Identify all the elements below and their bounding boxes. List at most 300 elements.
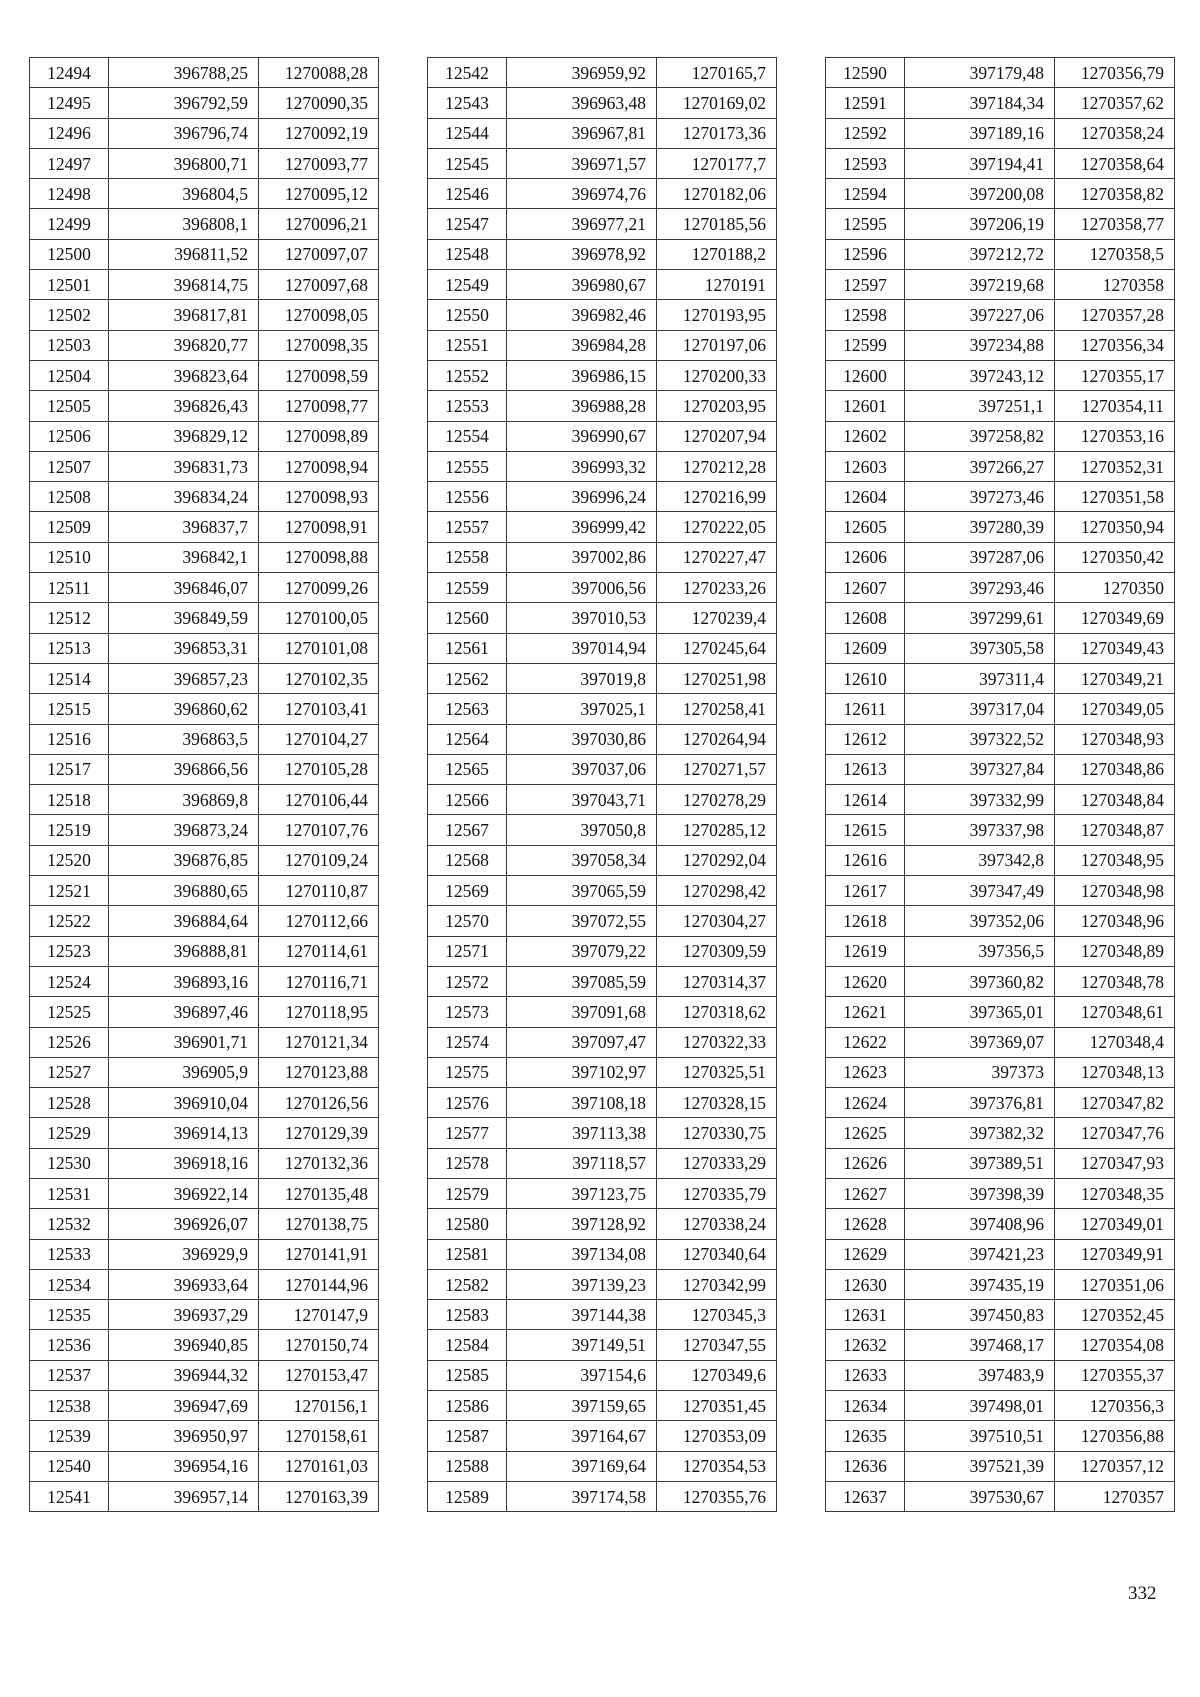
table-row xyxy=(428,330,777,360)
point-number-cell: 12627 xyxy=(826,1178,905,1208)
y-coordinate-cell: 1270356,3 xyxy=(1055,1391,1175,1421)
x-coordinate-cell: 397356,5 xyxy=(905,936,1055,966)
point-number-cell: 12535 xyxy=(30,1300,109,1330)
point-number-cell: 12507 xyxy=(30,451,109,481)
table-row xyxy=(428,785,777,815)
y-coordinate-cell: 1270357,62 xyxy=(1055,88,1175,118)
point-number-cell: 12610 xyxy=(826,663,905,693)
x-coordinate-cell: 397483,9 xyxy=(905,1360,1055,1390)
table-row xyxy=(428,179,777,209)
y-coordinate-cell: 1270358,77 xyxy=(1055,209,1175,239)
y-coordinate-cell: 1270355,37 xyxy=(1055,1360,1175,1390)
table-row xyxy=(826,391,1175,421)
y-coordinate-cell: 1270098,59 xyxy=(259,360,379,390)
point-number-cell: 12624 xyxy=(826,1088,905,1118)
table-row xyxy=(826,1027,1175,1057)
y-coordinate-cell: 1270092,19 xyxy=(259,118,379,148)
y-coordinate-cell: 1270333,29 xyxy=(657,1148,777,1178)
y-coordinate-cell: 1270153,47 xyxy=(259,1360,379,1390)
x-coordinate-cell: 397369,07 xyxy=(905,1027,1055,1057)
table-row xyxy=(428,663,777,693)
y-coordinate-cell: 1270107,76 xyxy=(259,815,379,845)
table-row xyxy=(30,451,379,481)
x-coordinate-cell: 396834,24 xyxy=(109,482,259,512)
y-coordinate-cell: 1270212,28 xyxy=(657,451,777,481)
y-coordinate-cell: 1270138,75 xyxy=(259,1209,379,1239)
y-coordinate-cell: 1270161,03 xyxy=(259,1451,379,1481)
point-number-cell: 12528 xyxy=(30,1088,109,1118)
point-number-cell: 12526 xyxy=(30,1027,109,1057)
x-coordinate-cell: 397382,32 xyxy=(905,1118,1055,1148)
coordinates-table-3 xyxy=(825,57,1175,1512)
x-coordinate-cell: 397251,1 xyxy=(905,391,1055,421)
point-number-cell: 12552 xyxy=(428,360,507,390)
table-row xyxy=(30,1148,379,1178)
point-number-cell: 12618 xyxy=(826,906,905,936)
x-coordinate-cell: 397139,23 xyxy=(507,1269,657,1299)
x-coordinate-cell: 397342,8 xyxy=(905,845,1055,875)
table-row xyxy=(30,148,379,178)
x-coordinate-cell: 397258,82 xyxy=(905,421,1055,451)
table-row xyxy=(826,1178,1175,1208)
y-coordinate-cell: 1270349,6 xyxy=(657,1360,777,1390)
y-coordinate-cell: 1270158,61 xyxy=(259,1421,379,1451)
point-number-cell: 12527 xyxy=(30,1057,109,1087)
y-coordinate-cell: 1270222,05 xyxy=(657,512,777,542)
x-coordinate-cell: 397365,01 xyxy=(905,997,1055,1027)
point-number-cell: 12499 xyxy=(30,209,109,239)
table-row xyxy=(826,58,1175,88)
point-number-cell: 12634 xyxy=(826,1391,905,1421)
x-coordinate-cell: 397072,55 xyxy=(507,906,657,936)
table-row xyxy=(826,936,1175,966)
x-coordinate-cell: 396963,48 xyxy=(507,88,657,118)
x-coordinate-cell: 396959,92 xyxy=(507,58,657,88)
table-row xyxy=(826,1481,1175,1511)
y-coordinate-cell: 1270349,01 xyxy=(1055,1209,1175,1239)
x-coordinate-cell: 396996,24 xyxy=(507,482,657,512)
point-number-cell: 12587 xyxy=(428,1421,507,1451)
point-number-cell: 12611 xyxy=(826,694,905,724)
table-row xyxy=(826,1269,1175,1299)
y-coordinate-cell: 1270102,35 xyxy=(259,663,379,693)
table-row xyxy=(826,270,1175,300)
y-coordinate-cell: 1270245,64 xyxy=(657,633,777,663)
point-number-cell: 12572 xyxy=(428,966,507,996)
x-coordinate-cell: 397421,23 xyxy=(905,1239,1055,1269)
y-coordinate-cell: 1270358,5 xyxy=(1055,239,1175,269)
y-coordinate-cell: 1270097,68 xyxy=(259,270,379,300)
x-coordinate-cell: 397212,72 xyxy=(905,239,1055,269)
table-row xyxy=(428,1118,777,1148)
point-number-cell: 12603 xyxy=(826,451,905,481)
table-row xyxy=(428,1451,777,1481)
point-number-cell: 12556 xyxy=(428,482,507,512)
x-coordinate-cell: 397332,99 xyxy=(905,785,1055,815)
table-row xyxy=(428,754,777,784)
table-row xyxy=(428,209,777,239)
point-number-cell: 12616 xyxy=(826,845,905,875)
y-coordinate-cell: 1270351,06 xyxy=(1055,1269,1175,1299)
table-row xyxy=(30,1057,379,1087)
x-coordinate-cell: 396808,1 xyxy=(109,209,259,239)
table-row xyxy=(826,512,1175,542)
x-coordinate-cell: 397322,52 xyxy=(905,724,1055,754)
table-row xyxy=(428,845,777,875)
table-row xyxy=(30,179,379,209)
table-row xyxy=(428,391,777,421)
y-coordinate-cell: 1270348,35 xyxy=(1055,1178,1175,1208)
table-row xyxy=(428,1421,777,1451)
table-row xyxy=(826,573,1175,603)
x-coordinate-cell: 396990,67 xyxy=(507,421,657,451)
point-number-cell: 12592 xyxy=(826,118,905,148)
point-number-cell: 12537 xyxy=(30,1360,109,1390)
point-number-cell: 12542 xyxy=(428,58,507,88)
y-coordinate-cell: 1270165,7 xyxy=(657,58,777,88)
y-coordinate-cell: 1270358 xyxy=(1055,270,1175,300)
table-row xyxy=(826,724,1175,754)
y-coordinate-cell: 1270355,76 xyxy=(657,1481,777,1511)
x-coordinate-cell: 397043,71 xyxy=(507,785,657,815)
point-number-cell: 12505 xyxy=(30,391,109,421)
point-number-cell: 12554 xyxy=(428,421,507,451)
point-number-cell: 12555 xyxy=(428,451,507,481)
y-coordinate-cell: 1270348,96 xyxy=(1055,906,1175,936)
table-row xyxy=(826,663,1175,693)
table-row xyxy=(826,148,1175,178)
point-number-cell: 12621 xyxy=(826,997,905,1027)
point-number-cell: 12519 xyxy=(30,815,109,845)
point-number-cell: 12576 xyxy=(428,1088,507,1118)
y-coordinate-cell: 1270340,64 xyxy=(657,1239,777,1269)
table-row xyxy=(30,1391,379,1421)
point-number-cell: 12525 xyxy=(30,997,109,1027)
x-coordinate-cell: 397200,08 xyxy=(905,179,1055,209)
x-coordinate-cell: 396817,81 xyxy=(109,300,259,330)
x-coordinate-cell: 397360,82 xyxy=(905,966,1055,996)
table-row xyxy=(428,58,777,88)
point-number-cell: 12510 xyxy=(30,542,109,572)
y-coordinate-cell: 1270351,45 xyxy=(657,1391,777,1421)
x-coordinate-cell: 397408,96 xyxy=(905,1209,1055,1239)
x-coordinate-cell: 397149,51 xyxy=(507,1330,657,1360)
table-row xyxy=(826,966,1175,996)
point-number-cell: 12549 xyxy=(428,270,507,300)
x-coordinate-cell: 396971,57 xyxy=(507,148,657,178)
y-coordinate-cell: 1270203,95 xyxy=(657,391,777,421)
x-coordinate-cell: 397091,68 xyxy=(507,997,657,1027)
table-row xyxy=(30,58,379,88)
y-coordinate-cell: 1270098,77 xyxy=(259,391,379,421)
y-coordinate-cell: 1270098,88 xyxy=(259,542,379,572)
y-coordinate-cell: 1270239,4 xyxy=(657,603,777,633)
point-number-cell: 12571 xyxy=(428,936,507,966)
x-coordinate-cell: 397243,12 xyxy=(905,360,1055,390)
point-number-cell: 12613 xyxy=(826,754,905,784)
table-row xyxy=(826,330,1175,360)
y-coordinate-cell: 1270304,27 xyxy=(657,906,777,936)
y-coordinate-cell: 1270098,93 xyxy=(259,482,379,512)
y-coordinate-cell: 1270348,61 xyxy=(1055,997,1175,1027)
point-number-cell: 12568 xyxy=(428,845,507,875)
point-number-cell: 12570 xyxy=(428,906,507,936)
table-row xyxy=(428,239,777,269)
point-number-cell: 12498 xyxy=(30,179,109,209)
table-row xyxy=(428,1330,777,1360)
y-coordinate-cell: 1270121,34 xyxy=(259,1027,379,1057)
x-coordinate-cell: 397317,04 xyxy=(905,694,1055,724)
y-coordinate-cell: 1270197,06 xyxy=(657,330,777,360)
table-row xyxy=(826,633,1175,663)
x-coordinate-cell: 396884,64 xyxy=(109,906,259,936)
x-coordinate-cell: 397108,18 xyxy=(507,1088,657,1118)
y-coordinate-cell: 1270185,56 xyxy=(657,209,777,239)
y-coordinate-cell: 1270358,82 xyxy=(1055,179,1175,209)
point-number-cell: 12563 xyxy=(428,694,507,724)
table-row xyxy=(826,694,1175,724)
y-coordinate-cell: 1270109,24 xyxy=(259,845,379,875)
x-coordinate-cell: 397206,19 xyxy=(905,209,1055,239)
point-number-cell: 12509 xyxy=(30,512,109,542)
point-number-cell: 12622 xyxy=(826,1027,905,1057)
table-row xyxy=(30,1027,379,1057)
table-row xyxy=(826,209,1175,239)
table-row xyxy=(428,1057,777,1087)
y-coordinate-cell: 1270118,95 xyxy=(259,997,379,1027)
point-number-cell: 12506 xyxy=(30,421,109,451)
y-coordinate-cell: 1270348,93 xyxy=(1055,724,1175,754)
table-row xyxy=(826,815,1175,845)
coordinates-table-1 xyxy=(29,57,379,1512)
x-coordinate-cell: 397299,61 xyxy=(905,603,1055,633)
x-coordinate-cell: 397293,46 xyxy=(905,573,1055,603)
x-coordinate-cell: 396926,07 xyxy=(109,1209,259,1239)
table-row xyxy=(826,1451,1175,1481)
y-coordinate-cell: 1270351,58 xyxy=(1055,482,1175,512)
table-row xyxy=(428,482,777,512)
point-number-cell: 12544 xyxy=(428,118,507,148)
table-row xyxy=(30,966,379,996)
x-coordinate-cell: 396829,12 xyxy=(109,421,259,451)
y-coordinate-cell: 1270355,17 xyxy=(1055,360,1175,390)
x-coordinate-cell: 396820,77 xyxy=(109,330,259,360)
point-number-cell: 12522 xyxy=(30,906,109,936)
x-coordinate-cell: 397435,19 xyxy=(905,1269,1055,1299)
y-coordinate-cell: 1270354,53 xyxy=(657,1451,777,1481)
y-coordinate-cell: 1270350 xyxy=(1055,573,1175,603)
x-coordinate-cell: 396929,9 xyxy=(109,1239,259,1269)
table-row xyxy=(428,1391,777,1421)
table-row xyxy=(30,1300,379,1330)
table-row xyxy=(30,694,379,724)
y-coordinate-cell: 1270347,76 xyxy=(1055,1118,1175,1148)
point-number-cell: 12581 xyxy=(428,1239,507,1269)
y-coordinate-cell: 1270358,24 xyxy=(1055,118,1175,148)
y-coordinate-cell: 1270352,31 xyxy=(1055,451,1175,481)
table-row xyxy=(428,1027,777,1057)
y-coordinate-cell: 1270353,16 xyxy=(1055,421,1175,451)
y-coordinate-cell: 1270096,21 xyxy=(259,209,379,239)
table-row xyxy=(30,1481,379,1511)
x-coordinate-cell: 397510,51 xyxy=(905,1421,1055,1451)
x-coordinate-cell: 396842,1 xyxy=(109,542,259,572)
y-coordinate-cell: 1270318,62 xyxy=(657,997,777,1027)
point-number-cell: 12590 xyxy=(826,58,905,88)
table-row xyxy=(30,88,379,118)
y-coordinate-cell: 1270350,94 xyxy=(1055,512,1175,542)
x-coordinate-cell: 396826,43 xyxy=(109,391,259,421)
point-number-cell: 12532 xyxy=(30,1209,109,1239)
table-row xyxy=(826,88,1175,118)
point-number-cell: 12604 xyxy=(826,482,905,512)
table-row xyxy=(826,1391,1175,1421)
x-coordinate-cell: 397373 xyxy=(905,1057,1055,1087)
point-number-cell: 12574 xyxy=(428,1027,507,1057)
x-coordinate-cell: 396950,97 xyxy=(109,1421,259,1451)
table-row xyxy=(30,300,379,330)
table-row xyxy=(30,1088,379,1118)
x-coordinate-cell: 396914,13 xyxy=(109,1118,259,1148)
y-coordinate-cell: 1270216,99 xyxy=(657,482,777,512)
table-row xyxy=(30,754,379,784)
point-number-cell: 12559 xyxy=(428,573,507,603)
y-coordinate-cell: 1270357 xyxy=(1055,1481,1175,1511)
point-number-cell: 12561 xyxy=(428,633,507,663)
point-number-cell: 12620 xyxy=(826,966,905,996)
x-coordinate-cell: 396853,31 xyxy=(109,633,259,663)
y-coordinate-cell: 1270098,05 xyxy=(259,300,379,330)
x-coordinate-cell: 397311,4 xyxy=(905,663,1055,693)
table-row xyxy=(826,118,1175,148)
x-coordinate-cell: 396910,04 xyxy=(109,1088,259,1118)
y-coordinate-cell: 1270100,05 xyxy=(259,603,379,633)
y-coordinate-cell: 1270342,99 xyxy=(657,1269,777,1299)
table-row xyxy=(428,603,777,633)
y-coordinate-cell: 1270105,28 xyxy=(259,754,379,784)
table-row xyxy=(30,391,379,421)
table-row xyxy=(428,1148,777,1178)
table-row xyxy=(428,1360,777,1390)
x-coordinate-cell: 397102,97 xyxy=(507,1057,657,1087)
point-number-cell: 12606 xyxy=(826,542,905,572)
point-number-cell: 12520 xyxy=(30,845,109,875)
table-row xyxy=(428,148,777,178)
table-row xyxy=(30,1269,379,1299)
point-number-cell: 12591 xyxy=(826,88,905,118)
x-coordinate-cell: 396860,62 xyxy=(109,694,259,724)
x-coordinate-cell: 397266,27 xyxy=(905,451,1055,481)
y-coordinate-cell: 1270347,55 xyxy=(657,1330,777,1360)
table-row xyxy=(428,724,777,754)
y-coordinate-cell: 1270349,43 xyxy=(1055,633,1175,663)
table-row xyxy=(826,906,1175,936)
point-number-cell: 12594 xyxy=(826,179,905,209)
x-coordinate-cell: 397169,64 xyxy=(507,1451,657,1481)
table-row xyxy=(428,1239,777,1269)
table-row xyxy=(826,1057,1175,1087)
table-row xyxy=(30,603,379,633)
point-number-cell: 12575 xyxy=(428,1057,507,1087)
y-coordinate-cell: 1270356,34 xyxy=(1055,330,1175,360)
point-number-cell: 12530 xyxy=(30,1148,109,1178)
x-coordinate-cell: 396811,52 xyxy=(109,239,259,269)
point-number-cell: 12545 xyxy=(428,148,507,178)
point-number-cell: 12553 xyxy=(428,391,507,421)
y-coordinate-cell: 1270150,74 xyxy=(259,1330,379,1360)
x-coordinate-cell: 396974,76 xyxy=(507,179,657,209)
table-row xyxy=(30,270,379,300)
page-number: 332 xyxy=(1128,1583,1157,1604)
x-coordinate-cell: 396863,5 xyxy=(109,724,259,754)
y-coordinate-cell: 1270099,26 xyxy=(259,573,379,603)
x-coordinate-cell: 396988,28 xyxy=(507,391,657,421)
y-coordinate-cell: 1270348,4 xyxy=(1055,1027,1175,1057)
x-coordinate-cell: 397280,39 xyxy=(905,512,1055,542)
point-number-cell: 12564 xyxy=(428,724,507,754)
y-coordinate-cell: 1270188,2 xyxy=(657,239,777,269)
y-coordinate-cell: 1270348,86 xyxy=(1055,754,1175,784)
table-row xyxy=(30,1239,379,1269)
point-number-cell: 12636 xyxy=(826,1451,905,1481)
x-coordinate-cell: 396957,14 xyxy=(109,1481,259,1511)
table-row xyxy=(428,300,777,330)
y-coordinate-cell: 1270357,12 xyxy=(1055,1451,1175,1481)
y-coordinate-cell: 1270098,94 xyxy=(259,451,379,481)
table-row xyxy=(428,118,777,148)
table-row xyxy=(428,573,777,603)
point-number-cell: 12631 xyxy=(826,1300,905,1330)
y-coordinate-cell: 1270348,78 xyxy=(1055,966,1175,996)
point-number-cell: 12569 xyxy=(428,876,507,906)
x-coordinate-cell: 396788,25 xyxy=(109,58,259,88)
point-number-cell: 12529 xyxy=(30,1118,109,1148)
y-coordinate-cell: 1270093,77 xyxy=(259,148,379,178)
table-row xyxy=(428,88,777,118)
x-coordinate-cell: 396849,59 xyxy=(109,603,259,633)
table-row xyxy=(30,239,379,269)
table-row xyxy=(30,663,379,693)
x-coordinate-cell: 396880,65 xyxy=(109,876,259,906)
point-number-cell: 12536 xyxy=(30,1330,109,1360)
table-row xyxy=(428,1088,777,1118)
x-coordinate-cell: 397305,58 xyxy=(905,633,1055,663)
y-coordinate-cell: 1270129,39 xyxy=(259,1118,379,1148)
x-coordinate-cell: 397337,98 xyxy=(905,815,1055,845)
y-coordinate-cell: 1270135,48 xyxy=(259,1178,379,1208)
table-row xyxy=(30,997,379,1027)
x-coordinate-cell: 397376,81 xyxy=(905,1088,1055,1118)
table-row xyxy=(826,451,1175,481)
point-number-cell: 12538 xyxy=(30,1391,109,1421)
table-row xyxy=(30,573,379,603)
y-coordinate-cell: 1270349,69 xyxy=(1055,603,1175,633)
table-row xyxy=(30,421,379,451)
table-row xyxy=(826,1300,1175,1330)
table-row xyxy=(428,270,777,300)
y-coordinate-cell: 1270335,79 xyxy=(657,1178,777,1208)
x-coordinate-cell: 396978,92 xyxy=(507,239,657,269)
y-coordinate-cell: 1270169,02 xyxy=(657,88,777,118)
x-coordinate-cell: 396986,15 xyxy=(507,360,657,390)
table-row xyxy=(428,936,777,966)
x-coordinate-cell: 397273,46 xyxy=(905,482,1055,512)
table-row xyxy=(428,1481,777,1511)
point-number-cell: 12582 xyxy=(428,1269,507,1299)
y-coordinate-cell: 1270354,08 xyxy=(1055,1330,1175,1360)
point-number-cell: 12630 xyxy=(826,1269,905,1299)
table-row xyxy=(428,512,777,542)
